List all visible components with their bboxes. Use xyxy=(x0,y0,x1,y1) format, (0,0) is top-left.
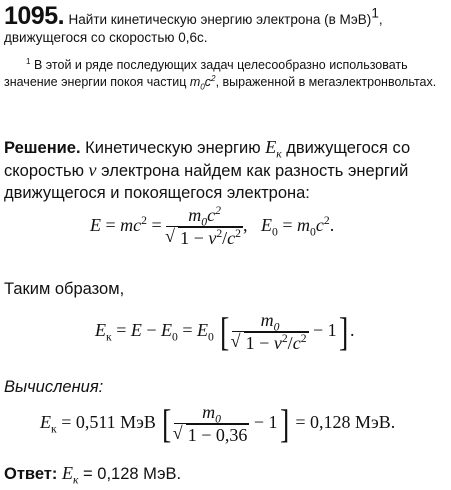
footnote-text-part2: , выраженной в мегаэлектронвольтах. xyxy=(215,75,437,89)
symbol-ek: $E_к$ xyxy=(265,137,282,161)
formula-kinetic: $E_к = E - E_0 = E_0$ [ $m_0$ √ $1 - v^2/c^2$ − 1] . xyxy=(95,310,355,354)
formula-calc: $E_к = 0,511$ МэВ [ $m_0$ √ 1 − 0,36 − 1] = 0,128 МэВ. xyxy=(40,402,395,446)
answer-value: 0,128 МэВ. xyxy=(97,465,182,483)
symbol-v: v xyxy=(88,160,97,180)
answer: Ответ: $E_к = 0,128$ МэВ. xyxy=(4,463,182,487)
footnote xyxy=(4,57,442,91)
answer-label: Ответ: xyxy=(4,465,58,483)
problem-number: 1095. xyxy=(4,2,65,30)
formula-energy: $E = mc^2$ = $m_0c^2$ √ $1 - v^2/c^2$ , $E_0 = m_0c^2$. xyxy=(90,205,334,249)
footnote-marker: 1 xyxy=(26,56,31,66)
answer-symbol: $E_к$ xyxy=(61,463,79,487)
footnote-ref: 1 xyxy=(371,5,379,21)
problem-text-line1-end: , xyxy=(378,12,383,27)
problem-header xyxy=(4,2,383,31)
solution-text-c: электрона найдем как разность энергий движущегося и покоящегося электрона: xyxy=(4,162,409,202)
solution-text-b: движущегося со скоростью xyxy=(4,139,411,180)
calc-value-prefix: 0,511 МэВ xyxy=(75,412,156,433)
problem-text-line1: Найти кинетическую энергию электрона (в МэВ) xyxy=(68,12,372,27)
solution-paragraph xyxy=(4,136,444,204)
solution-text-a: Кинетическую энергию xyxy=(85,139,266,157)
footnote-formula: $m_0c^2$ xyxy=(189,73,216,92)
calc-denominator: 1 − 0,36 xyxy=(187,425,248,445)
footnote-text-part1: В этой и ряде последующих задач целесообразно использовать значение энергии покоя частиц xyxy=(4,58,408,89)
thus-text: Таким образом, xyxy=(4,280,125,298)
solution-label: Решение. xyxy=(4,139,81,157)
problem-text-line2: движущегося со скоростью 0,6c. xyxy=(4,30,208,45)
calc-label: Вычисления: xyxy=(4,378,104,396)
calc-result: 0,128 МэВ. xyxy=(310,412,396,433)
